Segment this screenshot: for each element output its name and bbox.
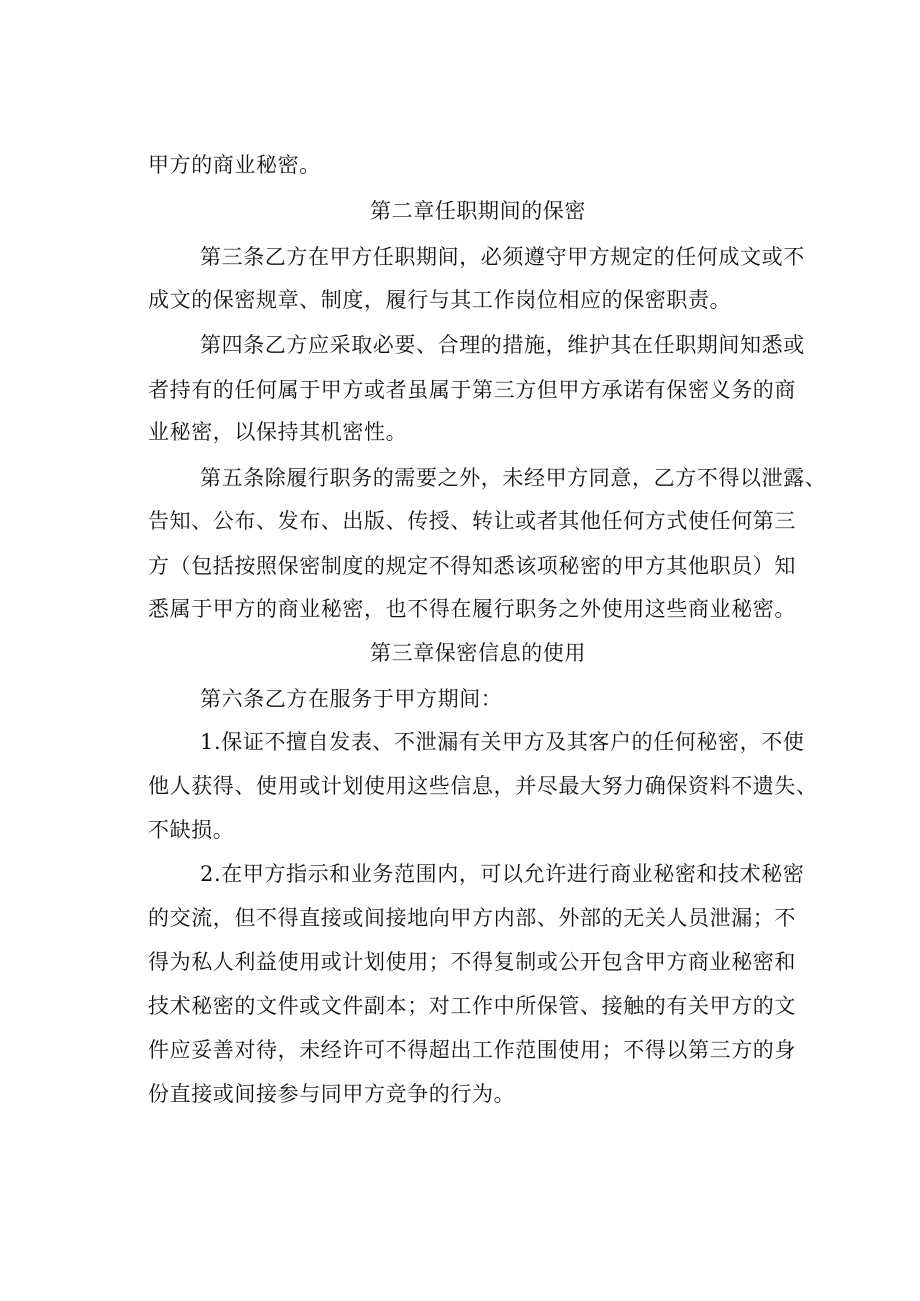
item-2-line-4: 技术秘密的文件或文件副本；对工作中所保管、接触的有关甲方的文 bbox=[148, 994, 796, 1018]
article-6-intro: 第六条乙方在服务于甲方期间： bbox=[200, 687, 503, 711]
item-2-line-3: 得为私人利益使用或计划使用；不得复制或公开包含甲方商业秘密和 bbox=[148, 950, 796, 974]
article-4-line-3: 业秘密，以保持其机密性。 bbox=[148, 420, 408, 444]
chapter-heading: 第二章任职期间的保密 bbox=[370, 199, 586, 223]
item-2-line-1: 2.在甲方指示和业务范围内，可以允许进行商业秘密和技术秘密 bbox=[200, 862, 805, 886]
article-5-line-2: 告知、公布、发布、出版、传授、转让或者其他任何方式使任何第三 bbox=[148, 509, 796, 533]
article-3-line-1: 第三条乙方在甲方任职期间，必须遵守甲方规定的任何成文或不 bbox=[200, 245, 805, 269]
item-1-line-2: 他人获得、使用或计划使用这些信息，并尽最大努力确保资料不遗失、 bbox=[148, 774, 818, 798]
article-4-line-2: 者持有的任何属于甲方或者虽属于第三方但甲方承诺有保密义务的商 bbox=[148, 378, 796, 402]
article-3-line-2: 成文的保密规章、制度，履行与其工作岗位相应的保密职责。 bbox=[148, 288, 732, 312]
article-4-line-1: 第四条乙方应采取必要、合理的措施，维护其在任职期间知悉或 bbox=[200, 333, 805, 357]
text-line: 甲方的商业秘密。 bbox=[148, 153, 321, 177]
article-5-line-1: 第五条除履行职务的需要之外，未经甲方同意，乙方不得以泄露、 bbox=[200, 466, 827, 490]
item-1-line-1: 1.保证不擅自发表、不泄漏有关甲方及其客户的任何秘密，不使 bbox=[200, 730, 805, 754]
item-2-line-5: 件应妥善对待，未经许可不得超出工作范围使用；不得以第三方的身 bbox=[148, 1038, 796, 1062]
article-5-line-4: 悉属于甲方的商业秘密，也不得在履行职务之外使用这些商业秘密。 bbox=[148, 597, 796, 621]
item-1-line-3: 不缺损。 bbox=[148, 818, 235, 842]
item-2-line-6: 份直接或间接参与同甲方竞争的行为。 bbox=[148, 1082, 516, 1106]
article-5-line-3: 方（包括按照保密制度的规定不得知悉该项秘密的甲方其他职员）知 bbox=[148, 554, 796, 578]
chapter-heading: 第三章保密信息的使用 bbox=[370, 641, 586, 665]
item-2-line-2: 的交流，但不得直接或间接地向甲方内部、外部的无关人员泄漏；不 bbox=[148, 906, 796, 930]
